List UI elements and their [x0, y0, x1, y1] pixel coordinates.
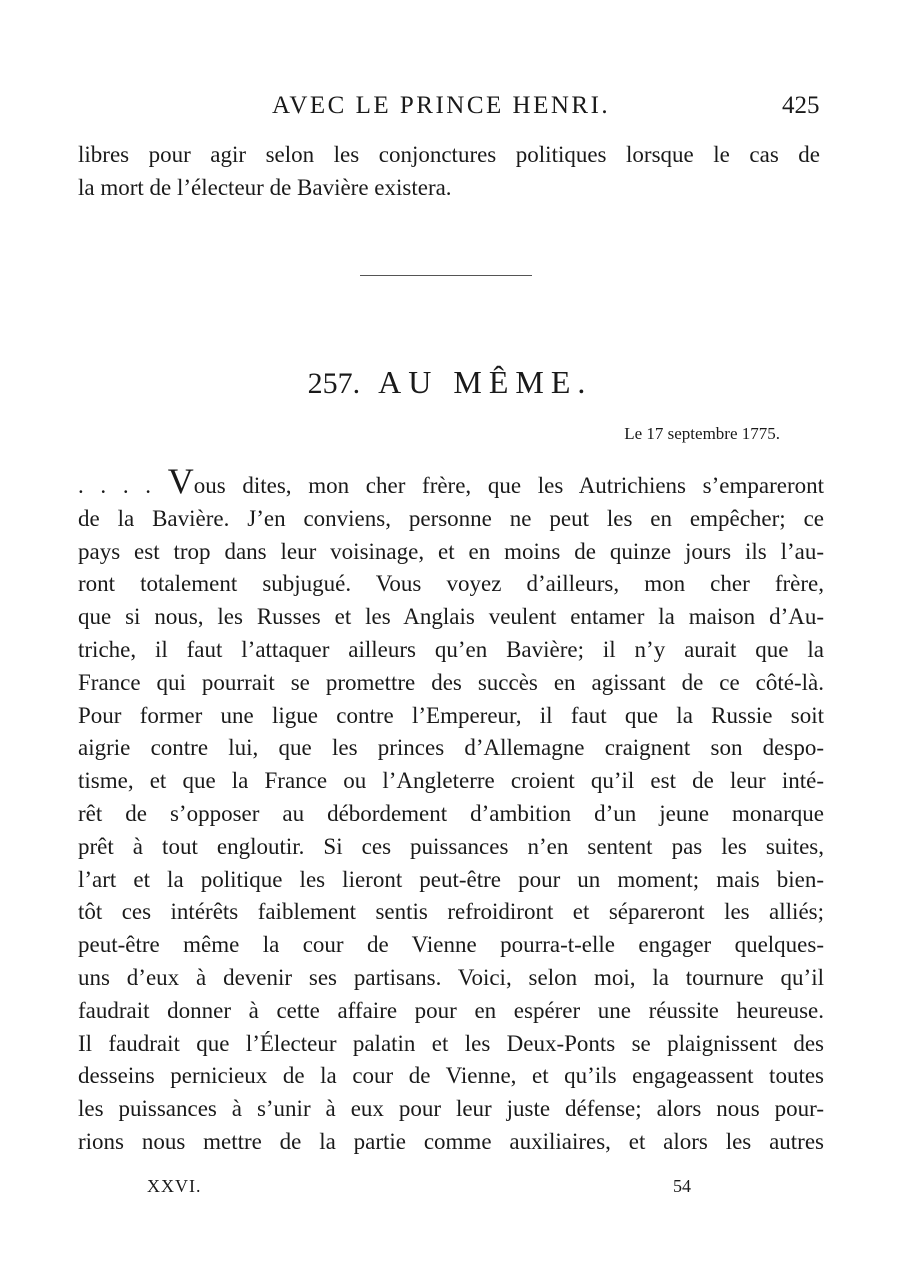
letter-number: 257.	[307, 367, 361, 400]
page-footer	[0, 1176, 900, 1206]
text-line: aigrie contre lui, que les princes d’Allemagne craignent son despo-	[78, 735, 824, 761]
text-line: libres pour agir selon les conjonctures politiques lorsque le cas de	[78, 142, 820, 167]
continuation-paragraph	[78, 138, 820, 204]
page-number: 425	[782, 92, 820, 119]
text-line: rêt de s’opposer au débordement d’ambition d’un jeune monarque	[78, 800, 824, 826]
letter-heading	[0, 364, 900, 401]
running-head	[0, 92, 900, 128]
text-line: que si nous, les Russes et les Anglais veulent entamer la maison d’Au-	[78, 604, 824, 630]
text-line: France qui pourrait se promettre des succès en agissant de ce côté-là.	[78, 669, 824, 695]
text-line-first	[78, 461, 825, 503]
text-line: tôt ces intérêts faiblement sentis refroidiront et sépareront les alliés;	[78, 899, 824, 925]
text-line: ront totalement subjugué. Vous voyez d’ailleurs, mon cher frère,	[78, 571, 824, 597]
section-separator-rule	[360, 275, 532, 276]
text-line: uns d’eux à devenir ses partisans. Voici, selon moi, la tournure qu’il	[78, 964, 824, 990]
text-line: faudrait donner à cette affaire pour en espérer une réussite heureuse.	[78, 997, 824, 1023]
letter-dateline: Le 17 septembre 1775.	[624, 424, 780, 443]
first-line-text: ous dites, mon cher frère, que les Autrichiens s’empareront	[193, 473, 825, 498]
text-line: triche, il faut l’attaquer ailleurs qu’en Bavière; il n’y aurait que la	[78, 636, 824, 662]
text-line: rions nous mettre de la partie comme auxiliaires, et alors les autres	[78, 1128, 824, 1154]
letter-title: AU MÊME.	[378, 364, 593, 400]
text-line: desseins pernicieux de la cour de Vienne, et qu’ils engageassent toutes	[78, 1063, 824, 1089]
text-line: de la Bavière. J’en conviens, personne ne peut les en empêcher; ce	[78, 505, 824, 531]
opening-ellipsis: . . . .	[78, 473, 152, 498]
text-line: Pour former une ligue contre l’Empereur, il faut que la Russie soit	[78, 702, 824, 728]
text-line: la mort de l’électeur de Bavière existera.	[78, 175, 452, 200]
text-line: tisme, et que la France ou l’Angleterre croient qu’il est de leur inté-	[78, 768, 824, 794]
text-line: l’art et la politique les lieront peut-être pour un moment; mais bien-	[78, 866, 824, 892]
text-line: les puissances à s’unir à eux pour leur juste défense; alors nous pour-	[78, 1096, 824, 1122]
text-line: pays est trop dans leur voisinage, et en moins de quinze jours ils l’au-	[78, 538, 824, 564]
sheet-number: 54	[673, 1176, 691, 1196]
text-line: Il faudrait que l’Électeur palatin et les Deux-Ponts se plaignissent des	[78, 1030, 824, 1056]
text-line: prêt à tout engloutir. Si ces puissances n’en sentent pas les suites,	[78, 833, 824, 859]
running-title: AVEC LE PRINCE HENRI.	[272, 92, 611, 119]
drop-capital: V	[167, 461, 194, 501]
signature-mark: XXVI.	[147, 1176, 202, 1196]
text-line: peut-être même la cour de Vienne pourra-t-elle engager quelques-	[78, 932, 824, 958]
letter-body	[78, 461, 825, 1159]
